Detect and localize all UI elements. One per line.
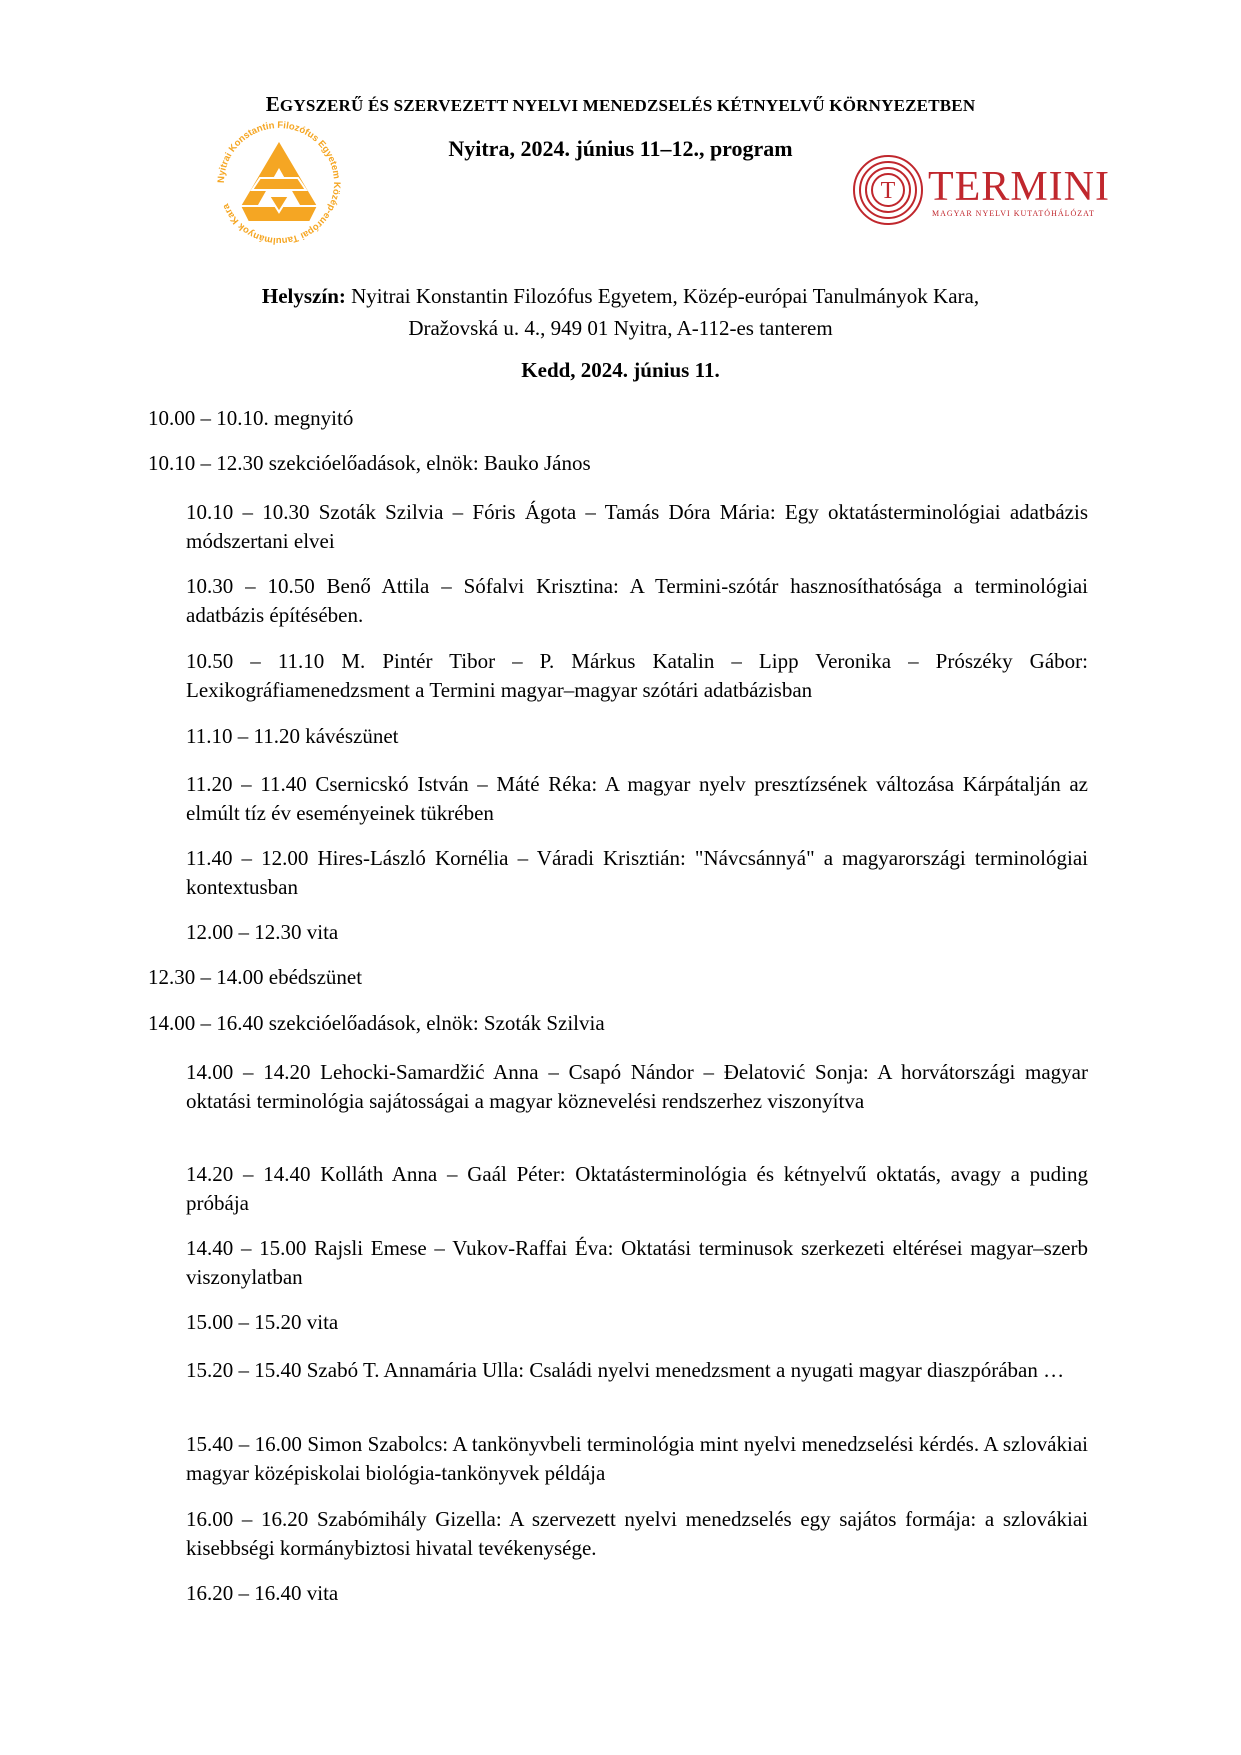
day-heading: Kedd, 2024. június 11. bbox=[521, 358, 720, 382]
program-item: 15.20 – 15.40 Szabó T. Annamária Ulla: Családi nyelvi menedzsment a nyugati magyar diaszpórában … bbox=[186, 1358, 1065, 1382]
program-item: 10.10 – 12.30 szekcióelőadások, elnök: Bauko János bbox=[148, 451, 591, 475]
program-item: 10.00 – 10.10. megnyitó bbox=[148, 406, 354, 430]
program-item: 10.30 – 10.50 Benő Attila – Sófalvi Krisztina: A Termini-szótár hasznosíthatósága a terminológiai adatbázis építésében. bbox=[186, 574, 1088, 627]
program-item: 14.00 – 14.20 Lehocki-Samardžić Anna – Csapó Nándor – Đelatović Sonja: A horvátországi magyar oktatási terminológia sajátosságai a magyar köznevelési rendszerhez viszonyítva bbox=[186, 1060, 1088, 1113]
termini-logo bbox=[850, 150, 1120, 230]
document-subtitle: Nyitra, 2024. június 11–12., program bbox=[448, 136, 793, 161]
program-item: 10.50 – 11.10 M. Pintér Tibor – P. Márkus Katalin – Lipp Veronika – Prószéky Gábor: Lexikográfiamenedzsment a Termini magyar–magyar szótári adatbázisban bbox=[186, 649, 1088, 702]
program-item: 14.40 – 15.00 Rajsli Emese – Vukov-Raffai Éva: Oktatási terminusok szerkezeti eltérései magyar–szerb viszonylatban bbox=[186, 1236, 1088, 1289]
program-item: 16.20 – 16.40 vita bbox=[186, 1581, 339, 1605]
title-rest: GYSZERŰ ÉS SZERVEZETT NYELVI MENEDZSELÉS KÉTNYELVŰ KÖRNYEZETBEN bbox=[279, 96, 976, 115]
venue-block bbox=[150, 280, 1091, 344]
program-item: 16.00 – 16.20 Szabómihály Gizella: A szervezett nyelvi menedzselés egy sajátos formája: a szlovákiai kisebbségi kormánybiztosi hivatal tevékenysége. bbox=[186, 1507, 1088, 1560]
termini-logo-letter: T bbox=[880, 178, 896, 204]
venue-address-2: Dražovská u. 4., 949 01 Nyitra, A-112-es tanterem bbox=[408, 316, 833, 340]
termini-tagline: MAGYAR NYELVI KUTATÓHÁLÓZAT bbox=[932, 209, 1095, 218]
venue-label: Helyszín: bbox=[261, 284, 346, 308]
program-item: 11.20 – 11.40 Csernicskó István – Máté Réka: A magyar nyelv presztízsének változása Kárpátalján az elmúlt tíz év eseményeinek tükrében bbox=[186, 772, 1088, 825]
program-item: 15.00 – 15.20 vita bbox=[186, 1310, 339, 1334]
program-item: 12.00 – 12.30 vita bbox=[186, 920, 339, 944]
title-initial: E bbox=[265, 92, 280, 116]
impossible-triangle-icon bbox=[240, 140, 318, 222]
document-title bbox=[0, 92, 1241, 117]
university-logo-ring-text: Nyitrai Konstantin Filozófus Egyetem Közép-európai Tanulmányok Kara bbox=[215, 119, 343, 247]
venue-address-1: Nyitrai Konstantin Filozófus Egyetem, Közép-európai Tanulmányok Kara, bbox=[351, 284, 980, 308]
venue-line-1 bbox=[150, 280, 1091, 312]
program-item: 11.40 – 12.00 Hires-László Kornélia – Váradi Krisztián: "Návcsánnyá" a magyarországi terminológiai kontextusban bbox=[186, 846, 1088, 899]
university-logo bbox=[214, 118, 344, 248]
program-item: 10.10 – 10.30 Szoták Szilvia – Fóris Ágota – Tamás Dóra Mária: Egy oktatásterminológiai adatbázis módszertani elvei bbox=[186, 500, 1088, 553]
program-item: 15.40 – 16.00 Simon Szabolcs: A tankönyvbeli terminológia mint nyelvi menedzselési kérdés. A szlovákiai magyar középiskolai biológia-tankönyvek példája bbox=[186, 1432, 1088, 1485]
program-item: 14.00 – 16.40 szekcióelőadások, elnök: Szoták Szilvia bbox=[148, 1011, 605, 1035]
program-item: 11.10 – 11.20 kávészünet bbox=[186, 724, 399, 748]
program-item: 14.20 – 14.40 Kolláth Anna – Gaál Péter: Oktatásterminológia és kétnyelvű oktatás, avagy a puding próbája bbox=[186, 1162, 1088, 1215]
program-item: 12.30 – 14.00 ebédszünet bbox=[148, 965, 363, 989]
termini-name: TERMINI bbox=[928, 164, 1110, 210]
